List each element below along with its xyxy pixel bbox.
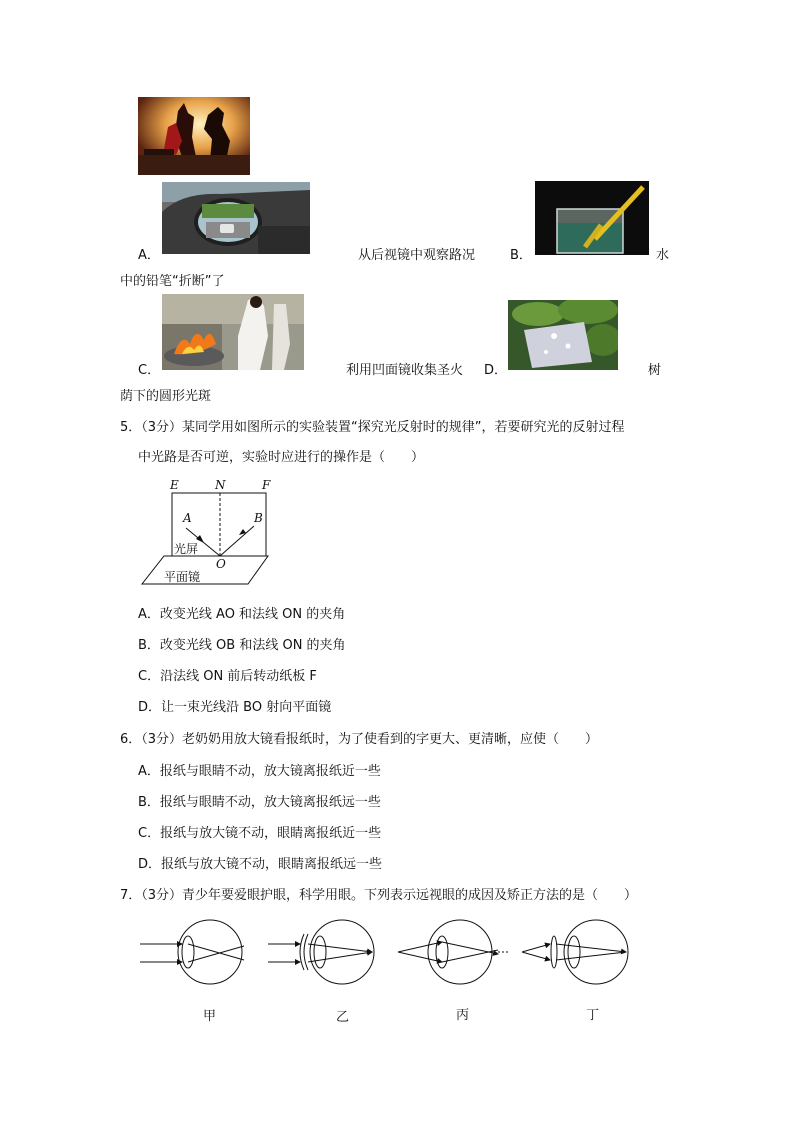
olympic-flame-photo [162, 294, 304, 370]
eye-diagram-4 [522, 920, 628, 984]
figure-label-e: E [170, 478, 179, 492]
q4-option-b-text-1: 水 [656, 248, 670, 263]
q6-option-c: C．报纸与放大镜不动，眼睛离报纸近一些 [138, 826, 382, 841]
q5-option-b: B．改变光线 OB 和法线 ON 的夹角 [138, 638, 346, 653]
figure-label-mirror: 平面镜 [164, 570, 201, 584]
caption-yi: 乙 [336, 1010, 350, 1025]
figure-label-n: N [215, 478, 226, 492]
eye-diagrams-figure [136, 916, 636, 988]
figure-label-b: B [254, 511, 263, 525]
q4-option-c-text: 利用凹面镜收集圣火 [346, 363, 464, 378]
pencil-in-water-photo [535, 181, 649, 255]
q4-option-d-label: D． [484, 363, 508, 378]
rearview-mirror-photo [162, 182, 310, 254]
light-spot-photo [508, 300, 618, 370]
q4-option-d-text-1: 树 [648, 363, 662, 378]
q4-option-a-label: A． [138, 248, 160, 263]
shadow-puppet-photo [138, 97, 250, 175]
eye-diagram-2 [268, 920, 374, 984]
q4-option-d-text-2: 荫下的圆形光斑 [120, 389, 212, 404]
eye-diagram-1 [140, 920, 244, 984]
figure-label-a: A [183, 511, 192, 525]
q4-option-c-label: C． [138, 363, 161, 378]
figure-label-f: F [262, 478, 271, 492]
caption-jia: 甲 [203, 1009, 217, 1024]
q5-stem-line-2: 中光路是否可逆，实验时应进行的操作是（ ） [138, 450, 425, 465]
figure-label-screen: 光屏 [174, 542, 199, 556]
q6-option-b: B．报纸与眼睛不动，放大镜离报纸远一些 [138, 795, 381, 810]
q5-option-c: C．沿法线 ON 前后转动纸板 F [138, 669, 317, 684]
q5-option-d: D．让一束光线沿 BO 射向平面镜 [138, 700, 332, 715]
caption-bing: 丙 [456, 1008, 470, 1023]
q4-option-b-text-2: 中的铅笔“折断”了 [120, 274, 225, 289]
q7-stem: 7．（3分）青少年要爱眼护眼，科学用眼。下列表示远视眼的成因及矫正方法的是（ ） [120, 888, 638, 903]
q4-option-a-text: 从后视镜中观察路况 [358, 248, 476, 263]
reflection-apparatus-figure [138, 476, 278, 588]
caption-ding: 丁 [586, 1008, 600, 1023]
q6-stem: 6．（3分）老奶奶用放大镜看报纸时，为了使看到的字更大、更清晰，应使（ ） [120, 732, 599, 747]
q6-option-a: A．报纸与眼睛不动，放大镜离报纸近一些 [138, 764, 381, 779]
q5-stem-line-1: 5．（3分）某同学用如图所示的实验装置“探究光反射时的规律”，若要研究光的反射过程 [120, 420, 625, 435]
q6-option-d: D．报纸与放大镜不动，眼睛离报纸远一些 [138, 857, 383, 872]
eye-diagram-3 [398, 920, 508, 984]
q5-option-a: A．改变光线 AO 和法线 ON 的夹角 [138, 607, 346, 622]
q4-option-b-label: B． [510, 248, 532, 263]
figure-label-o: O [216, 557, 226, 571]
